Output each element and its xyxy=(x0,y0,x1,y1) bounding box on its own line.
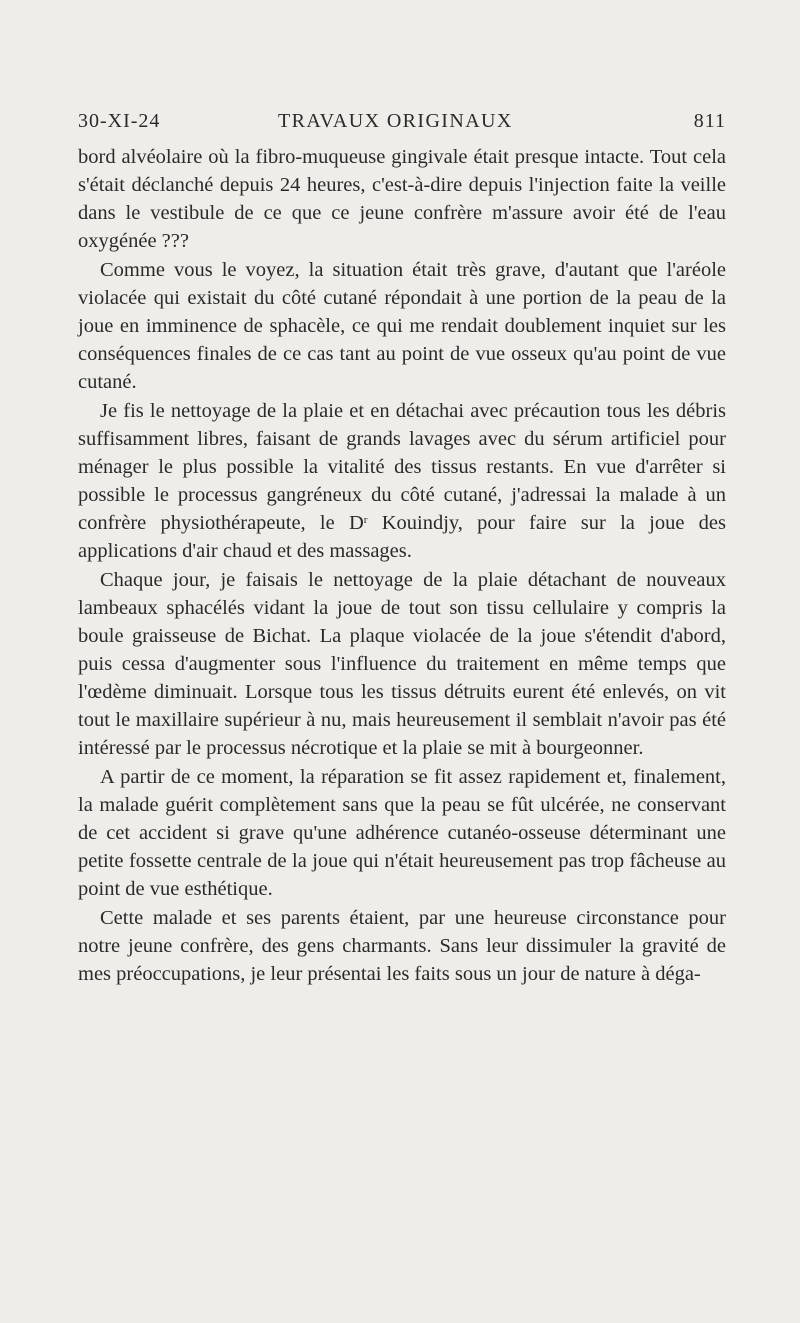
doctor-abbrev-superscript: r xyxy=(363,514,368,527)
paragraph-2: Comme vous le voyez, la situation était très grave, d'autant que l'aréole violacée qui existait du côté cutané répondait à une portion de la peau de la joue en imminence de sphacèle, ce qui me rendait doublement inquiet sur les conséquences finales de ce cas tant au point de vue osseux qu'au point de vue cutané. xyxy=(78,258,726,394)
paragraph-3-tail: Kouindjy, pour faire sur la joue des applications d'air chaud et des massages. xyxy=(78,512,726,563)
paragraph-1: bord alvéolaire où la fibro-muqueuse gingivale était presque intacte. Tout cela s'était déclanché depuis 24 heures, c'est-à-dire depuis l'injection faite la veille dans le vestibule de ce que ce jeune confrère m'assure avoir été de l'eau oxygénée ??? xyxy=(78,146,726,253)
body-text xyxy=(78,143,726,989)
header-title: TRAVAUX ORIGINAUX xyxy=(278,110,513,132)
paragraph-3 xyxy=(78,397,726,566)
paragraph-3-text: Je fis le nettoyage de la plaie et en détachai avec précaution tous les débris suffisamment libres, faisant de grands lavages avec du sérum artificiel pour ménager le plus possible la vitalité des tissus restants. En vue d'arrêter si possible le processus gangréneux du côté cutané, j'adressai la malade à un confrère physiothérapeute, le D xyxy=(78,399,726,535)
header-date: 30-XI-24 xyxy=(78,110,161,132)
paragraph-4: Chaque jour, je faisais le nettoyage de la plaie détachant de nouveaux lambeaux sphacélés vidant la joue de tout son tissu cellulaire y compris la boule graisseuse de Bichat. La plaque violacée de la joue s'étendit d'abord, puis cessa d'augmenter sous l'influence du traitement en même temps que l'œdème diminuait. Lorsque tous les tissus détruits eurent été enlevés, on vit tout le maxillaire supérieur à nu, mais heureusement il semblait n'avoir pas été intéressé par le processus nécrotique et la plaie se mit à bourgeonner. xyxy=(78,568,726,760)
paragraph-5: A partir de ce moment, la réparation se fit assez rapidement et, finalement, la malade guérit complètement sans que la peau se fût ulcérée, ne conservant de cet accident si grave qu'une adhérence cutanéo-osseuse déterminant une petite fossette centrale de la joue qui n'était heureusement pas trop fâcheuse au point de vue esthétique. xyxy=(78,766,726,901)
paragraph-6: Cette malade et ses parents étaient, par une heureuse circonstance pour notre jeune confrère, des gens charmants. Sans leur dissimuler la gravité de mes préoccupations, je leur présentai les faits sous un jour de nature à déga- xyxy=(78,907,726,986)
page-number: 811 xyxy=(693,110,726,132)
running-header xyxy=(78,110,726,142)
